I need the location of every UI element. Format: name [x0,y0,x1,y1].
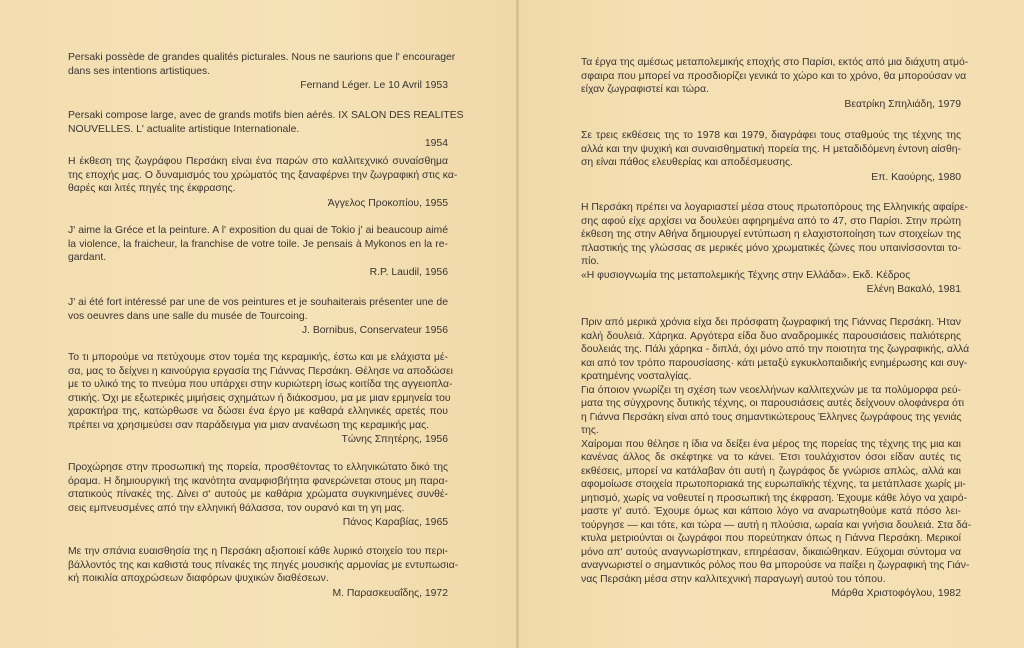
quote-paragraph [68,51,456,78]
quote-signature: Άγγελος Προκοπίου, 1955 [327,197,448,209]
text-line: με το υλικό της το πνεύμα που υπάρχει στην κυριώτερη ίσως κοιτίδα της αγγειοπλα- [68,379,453,390]
text-line: μαστε γι' αυτό. Έχουμε όμως και κάποιο λόγο να αναρωτηθούμε κατά πόσο λει- [581,506,961,517]
text-line: J' aime la Gréce et la peinture. A l' exposition du quai de Tokio j' ai beaucoup aimé [68,225,448,236]
quote-entry [68,545,459,600]
quote-paragraph [581,384,965,438]
quote-entry [68,224,448,279]
quote-signature: Μ. Παρασκευαΐδης, 1972 [332,587,448,599]
text-line: Για όποιον γνωρίζει τη σχέση των νεοελλήνων καλλιτεχνών με τα πολύμορφα ρεύ- [581,384,961,396]
quote-paragraph [68,109,464,136]
quote-signature: Πάνος Καραβίας, 1965 [342,517,448,528]
text-line: Πριν από μερικά χρόνια είχα δει πρόσφατη ζωγραφική της Γιάννας Περσάκη. Ήταν [581,317,961,328]
text-line: Η Περσάκη πρέπει να λογαριαστεί μέσα στους πρωτοπόρους της Ελληνικής αφαίρε- [581,202,968,213]
text-line: Σε τρεις εκθέσεις της το 1978 και 1979, διαγράφει τους σταθμούς της τέχνης της [581,130,961,141]
text-line: J' ai été fort intéressé par une de vos peintures et je souhaiterais présenter une de [68,297,448,308]
text-line: η Γιάννα Περσάκη είναι από τους σημαντικώτερους Έλληνες ζωγράφους της γενιάς [581,411,962,423]
quote-signature: Βεατρίκη Σπηλιάδη, 1979 [844,98,961,110]
text-line: κανένας άλλος δε σκέφτηκε να το κάνει. Έτσι τουλάχιστον όσοι είδαν αυτές τις [581,452,961,463]
text-line: σης αφού είχε αρχίσει να δουλεύει αφηρημένα από το 47, στο Παρίσι. Στην πρώτη [581,215,961,227]
quote-entry [68,51,456,93]
text-line: Τα έργα της αμέσως μεταπολεμικής εποχής στο Παρίσι, εκτός από μια διάχυτη ατμό- [581,57,969,68]
text-line: πίο. [581,256,600,267]
text-line: εκθέσεις, μπορεί να κατάλαβαν ότι αυτή η ζωγράφος δε γνώρισε απλώς, αλλά και [581,465,961,477]
quote-paragraph [68,461,448,515]
text-line: κτυλα μετριούνται οι ζωγράφοι που πορεύτηκαν όπως η Γιάννα Περσάκη. Μερικοί [581,533,961,544]
quote-signature: Επ. Καούρης, 1980 [871,171,961,183]
text-line: Το τι μπορούμε να πετύχουμε στον τομέα της κεραμικής, έστω και με ελάχιστα μέ- [68,352,448,363]
quote-entry [581,56,969,111]
quote-signature: Τώνης Σπητέρης, 1956 [341,434,448,445]
text-line: αναγνωριστεί ο σημαντικός ρόλος που θα μπορούσε να παίξει η ζωγραφική της Γιάν- [581,560,970,571]
text-line: όραμα. Η δημιουργική της ικανότητα αναμφισβήτητα φανερώνεται στους μη παρα- [68,475,448,487]
text-line: gardant. [68,252,107,263]
quote-signature: Fernand Léger. Le 10 Avril 1953 [300,80,448,91]
text-line: Persaki possède de grandes qualités picturales. Nous ne saurions que l' encourager [68,52,456,63]
quote-paragraph [581,56,969,97]
right-page [519,0,1024,648]
text-line: αλλά και την ψυχική και συναισθηματική πορεία της. Η μεταδιδόμενη έντονη αίσθη- [581,143,961,155]
text-line: Persaki compose large, avec de grands motifs bien aérés. IX SALON DES REALITES [68,110,464,121]
quote-signature: Μάρθα Χριστοφόγλου, 1982 [831,588,961,599]
text-line: σφαιρα που μπορεί να προσδιορίζει γενικά το χώρο και το χρόνο, θα μπορούσαν να [581,70,967,82]
quote-paragraph [68,296,448,323]
text-line: έκθεση της στην Αθήνα δημιουργεί εντύπωση η ελαχιστοποίηση των στοιχείων της [581,229,961,240]
quote-signature: Ελένη Βακαλό, 1981 [866,284,961,295]
text-line: κή ποικιλία αποχρώσεων διαφόρων ψυχικών διαθέσεων. [68,573,329,584]
text-line: τούργησε — και τότε, και τώρα — αυτή η πλούσια, ωραία και γνήσια δουλειά. Στα δά- [581,519,972,531]
text-line: της εποχής μας. Ο δυναμισμός του χρώματός της ξαναφέρνει την ζωγραφική στις κα- [68,169,458,181]
quote-signature: J. Bornibus, Conservateur 1956 [301,325,448,336]
text-line: μόνο απ' αυτούς αναγνωρίστηκαν, επηρέασαν, δικαιώθηκαν. Εύχομαι σύντομα να [581,546,961,558]
text-line: πρέπει να χρησιμεύσει σαν παράδειγμα για μιαν ανανέωση της κεραμικής μας. [68,419,430,431]
quote-entry [68,461,448,530]
text-line: σεις εμπνευσμένες από την ελληνική θάλασσα, τον ουρανό και τη γη μας. [68,502,405,514]
text-line: καλή δουλειά. Χάρηκα. Αργότερα είδα δυο αναδρομικές παρουσιάσεις παλιότερης [581,330,961,342]
text-line: βάλλοντός της και καθιστά τους πίνακές της πηγές μουσικής αρμονίας με εντυπωσια- [68,559,459,571]
text-line: κρατημένης νοσταλγίας. [581,371,692,382]
quote-paragraph [581,201,968,269]
quote-signature: R.P. Laudil, 1956 [369,266,448,278]
quote-paragraph [581,129,961,170]
text-line: Χαίρομαι που θέλησε η ίδια να δείξει ένα μέρος της πορείας της τέχνης της μια και [581,438,961,450]
quote-entry [581,201,968,297]
text-line: νας Περσάκη μέσα στην καλλιτεχνική παραγωγή αυτού του τόπου. [581,573,886,585]
quote-paragraph [68,351,453,432]
text-line: ματα της σύγχρονης δυτικής τέχνης, οι παρουσιάσεις αυτές δείχνουν ολοφάνερα ότι [581,398,965,409]
text-line: στατικούς πίνακές της. Δίνει σ' αυτούς με καθάρια χρώματα συγκινημένες συνθέ- [68,489,448,500]
text-line: της. [581,425,599,436]
quote-paragraph [68,545,459,586]
text-line: σα, μας το δείχνει η καινούργια εργασία της Γιάννας Περσάκη. Θέλησε να αποδώσει [68,365,453,377]
text-line: μητισμό, χωρίς να νοθευτεί η προσωπική της έκφραση. Έχουμε κάθε λόγο να χαιρό- [581,492,968,504]
quote-entry [68,351,453,447]
text-line: θαρές και λιτές πηγές της έκφρασης. [68,183,236,194]
text-line: ση είναι πάθος ελευθερίας και αποδέσμευσης. [581,157,793,168]
quote-entry [68,155,458,210]
text-line: στικής. Όχι με εξωτερικές μιμήσεις σχημάτων ή διάκοσμου, μα με μιαν ερμηνεία του [68,392,451,404]
text-line: la violence, la fraicheur, la franchise de votre toile. Je pensais à Mykonos en la re- [68,238,448,250]
quote-signature: 1954 [424,138,448,149]
text-line: dans ses intentions artistiques. [68,65,211,77]
text-line: πλαστικής της γλώσσας σε μερικές μόνο χρωματικές ζώνες που υπαινίσσονται το- [581,242,961,254]
text-line: NOUVELLES. L' actualite artistique Internationale. [68,123,300,135]
text-line: Με την σπάνια ευαισθησία της η Περσάκη αξιοποιεί κάθε λυρικό στοιχείο του περι- [68,546,448,557]
text-line: δουλειάς της. Πάλι χάρηκα - διπλά, όχι μόνο από την ποιοτητα της ζωγραφικής, αλλά [581,344,970,355]
quote-entry [581,316,972,601]
text-line: Προχώρησε στην προσωπική της πορεία, προσθέτοντας το ελληνικώτατο δικό της [68,462,448,473]
text-line: είχαν ζωγραφιστεί και τώρα. [581,84,709,95]
text-line: και από τον τρόπο παρουσίασης· κάτι μεταξύ εγκυκλοπαιδικής ενημέρωσης και συγ- [581,357,968,369]
quote-paragraph [581,316,970,384]
text-line: vos oeuvres dans une salle du musée de Tourcoing. [68,310,308,322]
text-line: Η έκθεση της ζωγράφου Περσάκη είναι ένα παρών στο καλλιτεχνικό συναίσθημα [68,156,448,167]
source-citation: «Η φυσιογνωμία της μεταπολεμικής Τέχνης στην Ελλάδα». Εκδ. Κέδρος [581,269,911,281]
text-line: χαρακτήρα της, κατώρθωσε να δώσει ένα έργο με καθαρά ελληνικές αρετές που [68,406,448,417]
quote-paragraph [68,155,458,196]
quote-paragraph [581,438,972,587]
quote-entry [581,129,961,184]
quote-entry [68,109,464,151]
quote-paragraph [68,224,448,265]
quote-entry [68,296,448,338]
text-line: αφομοίωσε στοιχεία πρωτοποριακά της ευρωπαϊκής τέχνης, τα μετάπλασε χωρίς μι- [581,479,966,490]
